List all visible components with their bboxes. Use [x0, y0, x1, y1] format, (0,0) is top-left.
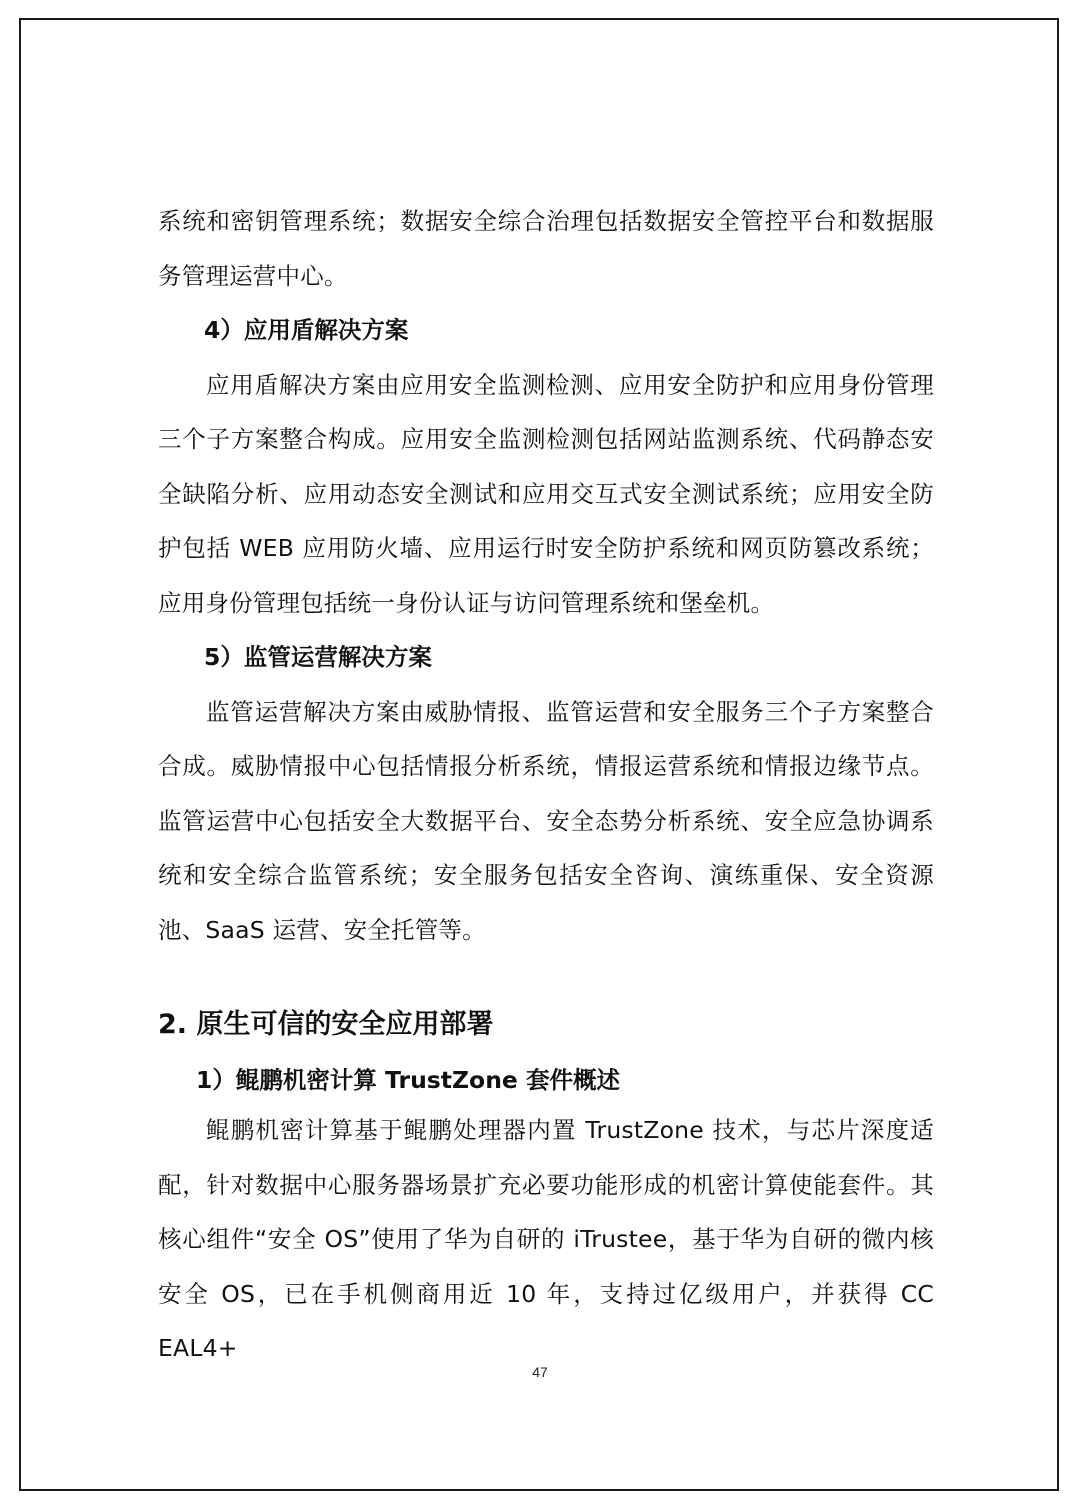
paragraph-kunpeng: 鲲鹏机密计算基于鲲鹏处理器内置 TrustZone 技术，与芯片深度适配，针对数据中心服务器场景扩充必要功能形成的机密计算使能套件。其核心组件“安全 OS”使用了华为自研的 iTrustee，基于华为自研的微内核安全 OS，已在手机侧商用近 10 年，支持过亿级用户，并获得 CC EAL4+: [158, 1116, 934, 1362]
paragraph-continuation: 系统和密钥管理系统；数据安全综合治理包括数据安全管控平台和数据服务管理运营中心。: [158, 207, 934, 290]
subheading-kunpeng: 1）鲲鹏机密计算 TrustZone 套件概述: [196, 1066, 621, 1094]
paragraph-app-shield: 应用盾解决方案由应用安全监测检测、应用安全防护和应用身份管理三个子方案整合构成。应用安全监测检测包括网站监测系统、代码静态安全缺陷分析、应用动态安全测试和应用交互式安全测试系统；应用安全防护包括 WEB 应用防火墙、应用运行时安全防护系统和网页防篡改系统；应用身份管理包括统一身份认证与访问管理系统和堡垒机。: [158, 370, 934, 617]
page-number: 47: [532, 1364, 548, 1380]
heading-supervision: 5）监管运营解决方案: [204, 643, 432, 671]
document-body: [158, 194, 934, 1376]
paragraph-supervision: 监管运营解决方案由威胁情报、监管运营和安全服务三个子方案整合合成。威胁情报中心包括情报分析系统，情报运营系统和情报边缘节点。监管运营中心包括安全大数据平台、安全态势分析系统、安全应急协调系统和安全综合监管系统；安全服务包括安全咨询、演练重保、安全资源池、SaaS 运营、安全托管等。: [158, 697, 934, 944]
heading-app-shield: 4）应用盾解决方案: [204, 316, 409, 344]
section-heading: 2. 原生可信的安全应用部署: [158, 1009, 494, 1040]
